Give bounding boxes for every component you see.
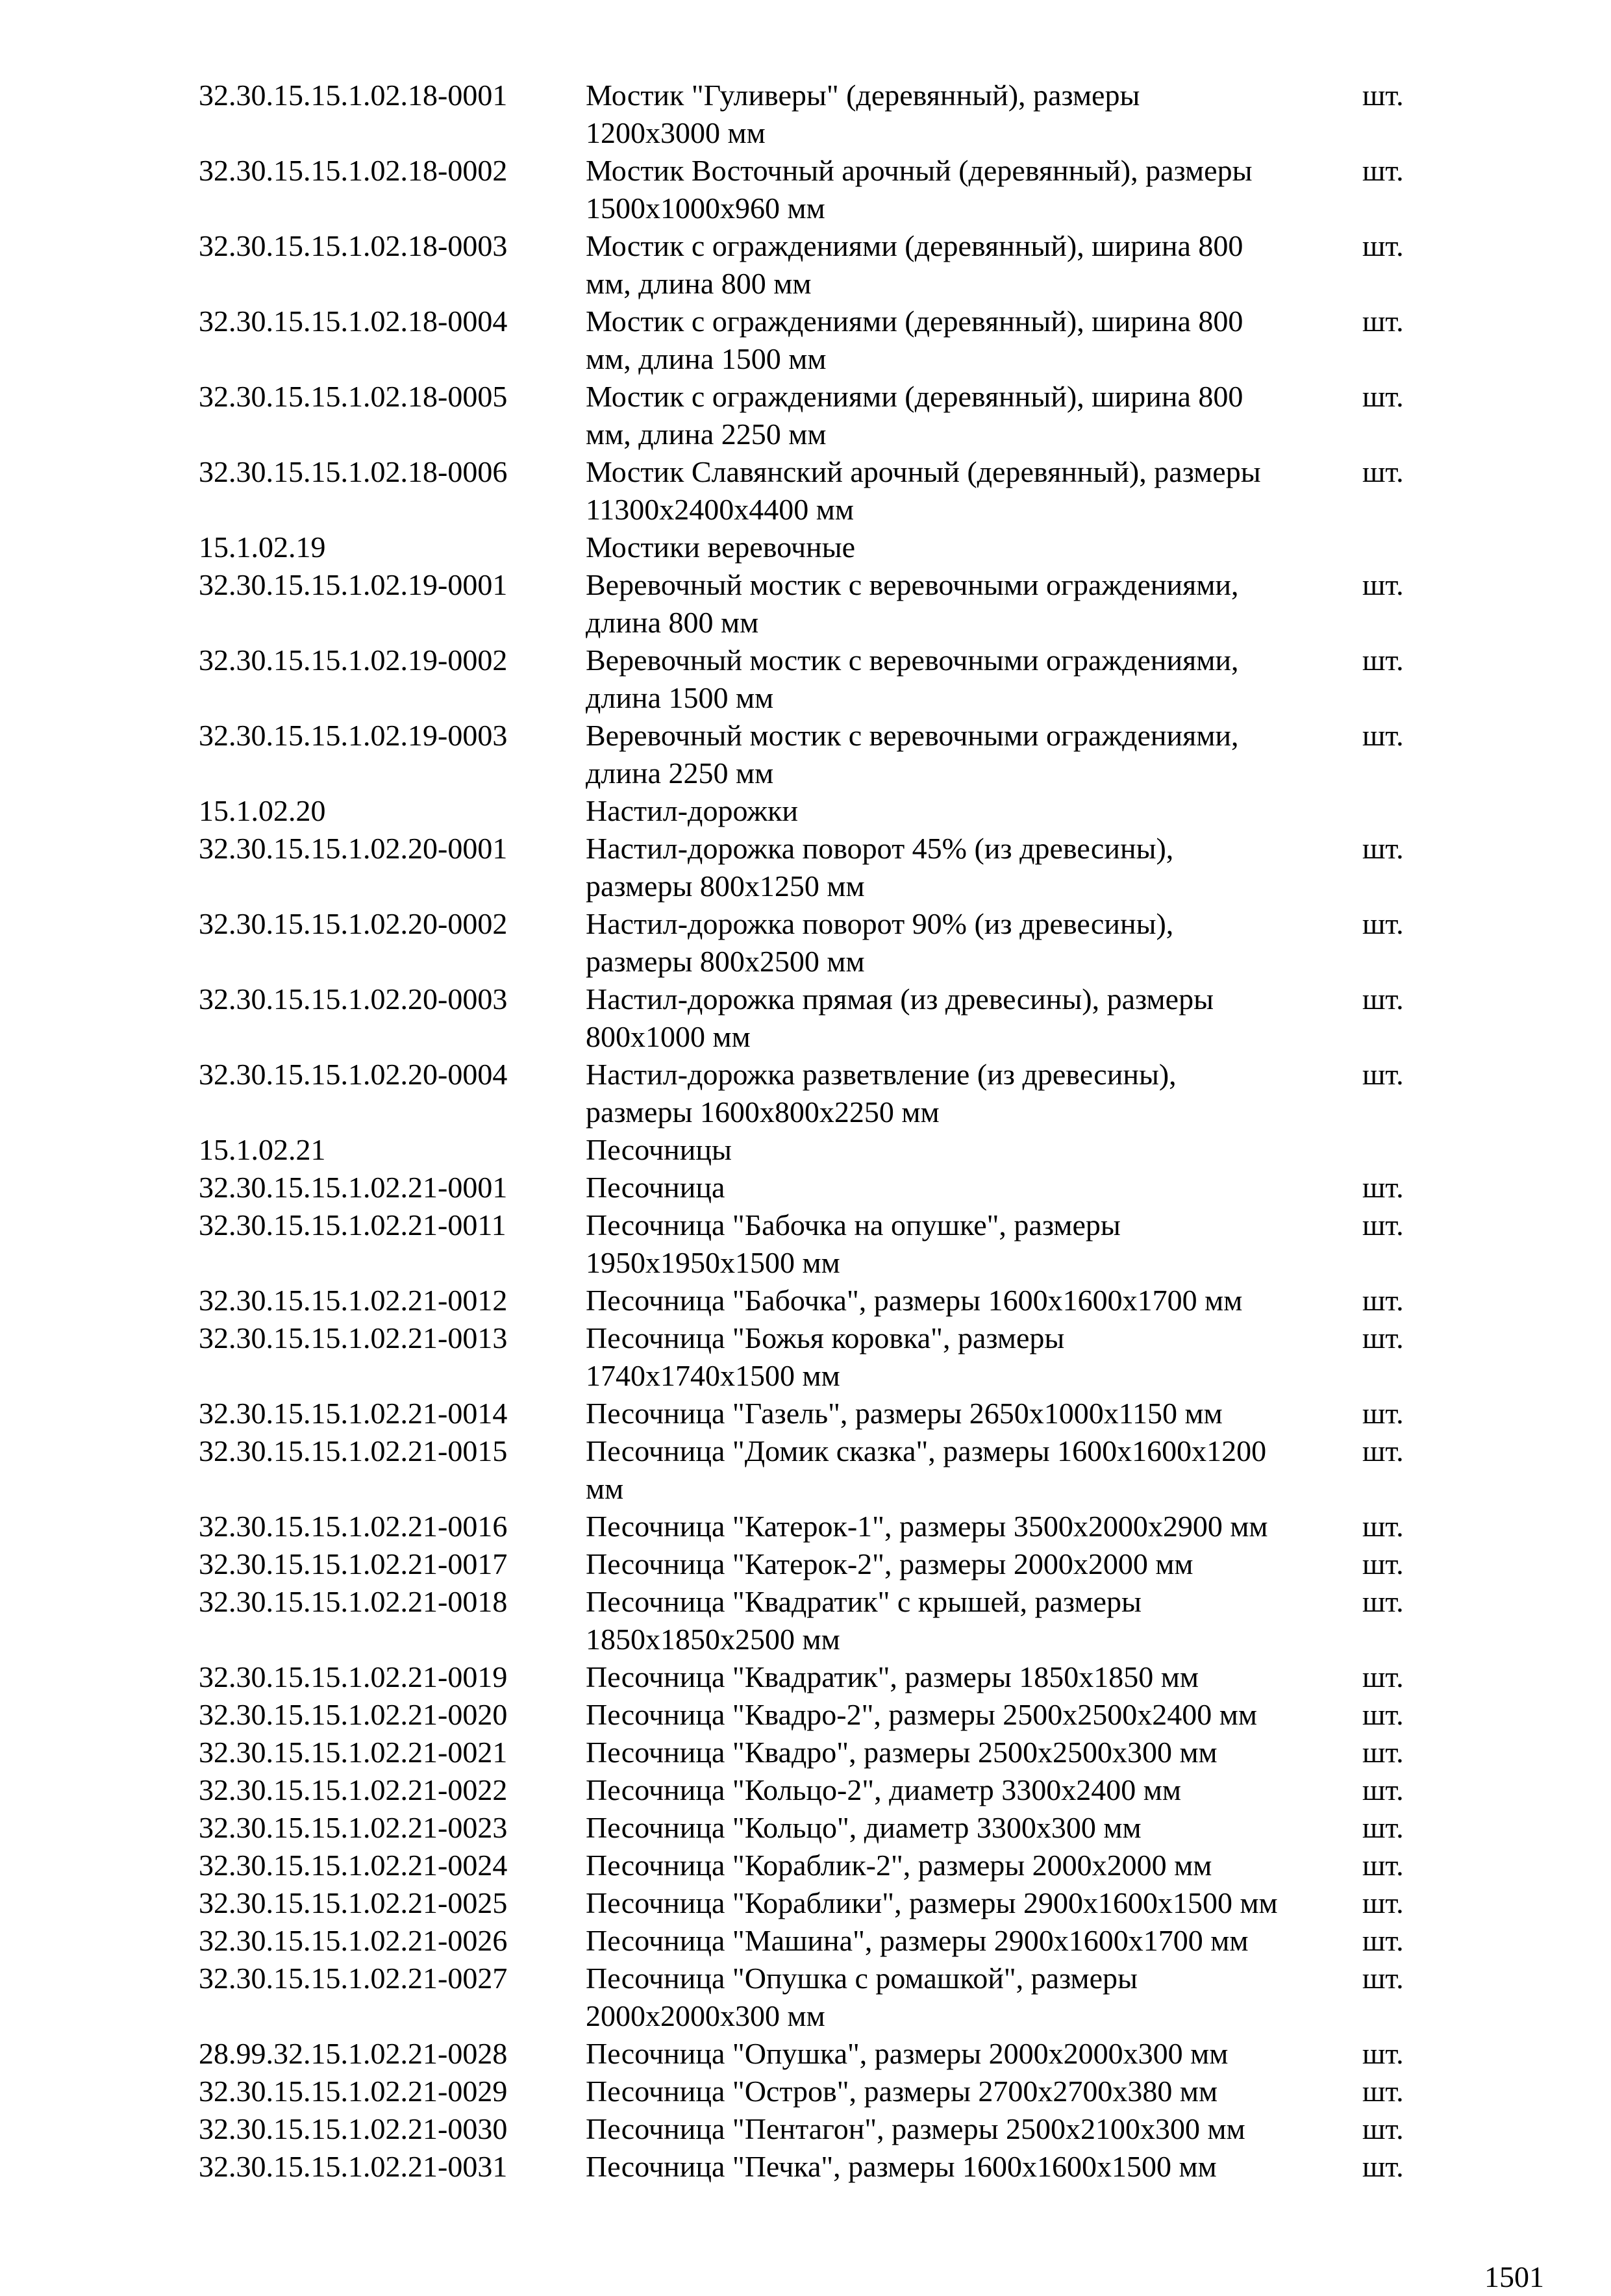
item-code: 32.30.15.15.1.02.19-0002 [199,643,508,677]
item-code: 32.30.15.15.1.02.20-0003 [199,982,508,1016]
item-name: Песочница "Квадратик", размеры 1850x1850 мм [586,1660,1199,1693]
item-code: 32.30.15.15.1.02.21-0024 [199,1849,508,1882]
item-name: Песочница "Опушка с ромашкой", размеры 2000x2000x300 мм [586,1962,1138,2032]
table-row [199,1131,1432,1169]
table-row [199,378,1432,453]
item-unit: шт. [1362,1434,1404,1467]
item-unit: шт. [1362,1397,1404,1430]
item-code: 32.30.15.15.1.02.20-0004 [199,1058,508,1091]
item-name: Мостик "Гуливеры" (деревянный), размеры 1200x3000 мм [586,79,1140,149]
item-unit: шт. [1362,568,1404,601]
item-code: 32.30.15.15.1.02.21-0012 [199,1284,508,1317]
table-row [199,1922,1432,1960]
table-row [199,642,1432,717]
item-unit: шт. [1362,1284,1404,1317]
item-code: 32.30.15.15.1.02.18-0005 [199,380,508,413]
item-unit: шт. [1362,2150,1404,2183]
item-name: Настил-дорожки [586,794,799,827]
table-row [199,1583,1432,1658]
item-unit: шт. [1362,719,1404,752]
table-row [199,1432,1432,1508]
item-name: Песочница "Квадратик" с крышей, размеры 1850x1850x2500 мм [586,1585,1142,1656]
item-code: 32.30.15.15.1.02.20-0001 [199,832,508,865]
table-row [199,1771,1432,1809]
item-name: Песочница "Опушка", размеры 2000x2000x300 мм [586,2037,1229,2070]
item-unit: шт. [1362,1811,1404,1844]
item-unit: шт. [1362,982,1404,1016]
table-row [199,1545,1432,1583]
item-name: Мостик с ограждениями (деревянный), ширина 800 мм, длина 800 мм [586,229,1243,300]
item-code: 32.30.15.15.1.02.21-0025 [199,1886,508,1919]
price-list-table [199,77,1432,2186]
item-code: 32.30.15.15.1.02.21-0031 [199,2150,508,2183]
item-name: Песочница "Квадро", размеры 2500x2500x300 мм [586,1736,1218,1769]
table-row [199,227,1432,303]
item-name: Веревочный мостик с веревочными ограждениями, длина 1500 мм [586,643,1239,714]
table-row [199,152,1432,227]
table-row [199,1056,1432,1131]
item-name: Мостик с ограждениями (деревянный), ширина 800 мм, длина 1500 мм [586,305,1243,375]
item-code: 32.30.15.15.1.02.21-0030 [199,2112,508,2145]
table-row [199,830,1432,905]
item-unit: шт. [1362,79,1404,112]
item-code: 32.30.15.15.1.02.21-0023 [199,1811,508,1844]
item-unit: шт. [1362,1510,1404,1543]
item-unit: шт. [1362,1924,1404,1957]
item-unit: шт. [1362,1660,1404,1693]
item-code: 32.30.15.15.1.02.21-0018 [199,1585,508,1618]
item-unit: шт. [1362,2112,1404,2145]
table-row [199,1960,1432,2035]
table-row [199,792,1432,830]
table-row [199,1809,1432,1847]
item-name: Песочница [586,1171,725,1204]
item-code: 32.30.15.15.1.02.18-0002 [199,154,508,187]
item-code: 15.1.02.19 [199,530,326,564]
item-unit: шт. [1362,154,1404,187]
item-name: Песочницы [586,1133,732,1166]
item-unit: шт. [1362,1171,1404,1204]
table-row [199,1395,1432,1432]
item-code: 32.30.15.15.1.02.21-0026 [199,1924,508,1957]
item-unit: шт. [1362,455,1404,488]
item-name: Песочница "Бабочка на опушке", размеры 1950x1950x1500 мм [586,1208,1121,1279]
table-row [199,2073,1432,2110]
item-unit: шт. [1362,907,1404,940]
item-unit: шт. [1362,1773,1404,1806]
item-unit: шт. [1362,305,1404,338]
table-row [199,453,1432,529]
item-name: Веревочный мостик с веревочными ограждениями, длина 800 мм [586,568,1239,639]
item-code: 32.30.15.15.1.02.21-0021 [199,1736,508,1769]
item-name: Мостик Восточный арочный (деревянный), размеры 1500x1000x960 мм [586,154,1253,225]
item-code: 32.30.15.15.1.02.19-0001 [199,568,508,601]
item-name: Песочница "Пентагон", размеры 2500x2100x300 мм [586,2112,1245,2145]
item-name: Песочница "Катерок-2", размеры 2000x2000 мм [586,1547,1193,1580]
item-name: Песочница "Домик сказка", размеры 1600x1600x1200 мм [586,1434,1267,1505]
item-name: Песочница "Бабочка", размеры 1600x1600x1700 мм [586,1284,1243,1317]
item-unit: шт. [1362,380,1404,413]
item-code: 32.30.15.15.1.02.21-0013 [199,1321,508,1354]
item-code: 15.1.02.21 [199,1133,326,1166]
item-name: Песочница "Остров", размеры 2700x2700x380 мм [586,2075,1218,2108]
item-code: 32.30.15.15.1.02.21-0016 [199,1510,508,1543]
item-name: Песочница "Божья коровка", размеры 1740x1740x1500 мм [586,1321,1065,1392]
table-row [199,303,1432,378]
item-unit: шт. [1362,1547,1404,1580]
table-row [199,1319,1432,1395]
item-code: 32.30.15.15.1.02.18-0001 [199,79,508,112]
item-name: Настил-дорожка поворот 45% (из древесины), размеры 800x1250 мм [586,832,1174,903]
item-code: 32.30.15.15.1.02.21-0015 [199,1434,508,1467]
item-name: Песочница "Катерок-1", размеры 3500x2000x2900 мм [586,1510,1268,1543]
item-code: 15.1.02.20 [199,794,326,827]
item-unit: шт. [1362,2075,1404,2108]
item-unit: шт. [1362,1321,1404,1354]
table-row [199,2148,1432,2186]
item-name: Настил-дорожка прямая (из древесины), размеры 800x1000 мм [586,982,1214,1053]
item-code: 32.30.15.15.1.02.21-0019 [199,1660,508,1693]
item-unit: шт. [1362,229,1404,262]
item-name: Песочница "Кольцо", диаметр 3300x300 мм [586,1811,1142,1844]
item-name: Мостик с ограждениями (деревянный), ширина 800 мм, длина 2250 мм [586,380,1243,451]
item-unit: шт. [1362,1058,1404,1091]
item-code: 32.30.15.15.1.02.18-0003 [199,229,508,262]
item-name: Мостики веревочные [586,530,856,564]
item-name: Песочница "Кольцо-2", диаметр 3300x2400 мм [586,1773,1181,1806]
item-code: 32.30.15.15.1.02.21-0022 [199,1773,508,1806]
table-row [199,77,1432,152]
item-name: Веревочный мостик с веревочными ограждениями, длина 2250 мм [586,719,1239,790]
item-unit: шт. [1362,643,1404,677]
item-code: 32.30.15.15.1.02.21-0027 [199,1962,508,1995]
table-row [199,717,1432,792]
item-code: 32.30.15.15.1.02.18-0004 [199,305,508,338]
item-code: 32.30.15.15.1.02.21-0029 [199,2075,508,2108]
table-row [199,1282,1432,1319]
page-number: 1501 [1484,2260,1544,2293]
table-row [199,1206,1432,1282]
item-unit: шт. [1362,1698,1404,1731]
table-row [199,1884,1432,1922]
item-name: Песочница "Машина", размеры 2900x1600x1700 мм [586,1924,1249,1957]
table-row [199,529,1432,566]
table-row [199,1734,1432,1771]
item-code: 32.30.15.15.1.02.18-0006 [199,455,508,488]
table-row [199,1508,1432,1545]
item-name: Песочница "Кораблик-2", размеры 2000x2000 мм [586,1849,1212,1882]
table-row [199,905,1432,980]
table-row [199,1847,1432,1884]
item-unit: шт. [1362,1962,1404,1995]
item-unit: шт. [1362,1849,1404,1882]
item-code: 32.30.15.15.1.02.20-0002 [199,907,508,940]
item-name: Мостик Славянский арочный (деревянный), размеры 11300x2400x4400 мм [586,455,1261,526]
item-name: Настил-дорожка разветвление (из древесины), размеры 1600x800x2250 мм [586,1058,1177,1129]
item-unit: шт. [1362,832,1404,865]
item-code: 32.30.15.15.1.02.21-0020 [199,1698,508,1731]
table-row [199,1169,1432,1206]
table-row [199,1696,1432,1734]
item-name: Песочница "Квадро-2", размеры 2500x2500x2400 мм [586,1698,1257,1731]
item-name: Песочница "Кораблики", размеры 2900x1600x1500 мм [586,1886,1278,1919]
table-row [199,2035,1432,2073]
item-unit: шт. [1362,1736,1404,1769]
item-name: Песочница "Печка", размеры 1600x1600x1500 мм [586,2150,1217,2183]
item-unit: шт. [1362,2037,1404,2070]
item-name: Песочница "Газель", размеры 2650x1000x1150 мм [586,1397,1223,1430]
table-row [199,980,1432,1056]
table-row [199,566,1432,642]
item-code: 32.30.15.15.1.02.21-0017 [199,1547,508,1580]
item-code: 32.30.15.15.1.02.21-0001 [199,1171,508,1204]
item-code: 32.30.15.15.1.02.21-0011 [199,1208,506,1242]
item-code: 32.30.15.15.1.02.21-0014 [199,1397,508,1430]
item-unit: шт. [1362,1208,1404,1242]
table-row [199,1658,1432,1696]
item-code: 32.30.15.15.1.02.19-0003 [199,719,508,752]
item-unit: шт. [1362,1886,1404,1919]
item-unit: шт. [1362,1585,1404,1618]
item-code: 28.99.32.15.1.02.21-0028 [199,2037,508,2070]
table-row [199,2110,1432,2148]
item-name: Настил-дорожка поворот 90% (из древесины), размеры 800x2500 мм [586,907,1174,978]
